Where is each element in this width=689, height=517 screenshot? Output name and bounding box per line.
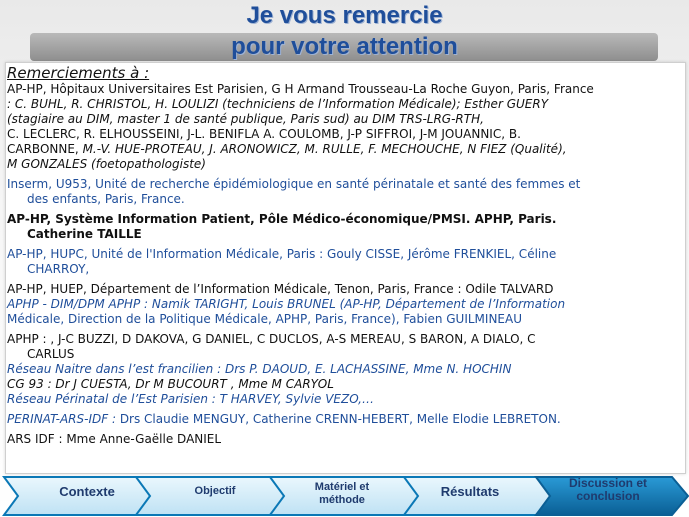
nav-materiel-line2: méthode (319, 494, 365, 506)
ack-hupc: AP-HP, HUPC, Unité de l'Information Médicale, Paris : Gouly CISSE, Jérôme FRENKIEL, Céline (7, 247, 557, 261)
ack-line: : C. BUHL, R. CHRISTOL, H. LOULIZI (techniciens de l’Information Médicale); Esther GUERY (7, 97, 549, 111)
ack-line: (stagiaire au DIM, master 1 de santé publique, Paris sud) au DIM TRS-LRG-RTH, (7, 112, 484, 126)
section-nav (0, 475, 689, 517)
ack-dim: APHP - DIM/DPM APHP : Namik TARIGHT, Louis BRUNEL (AP-HP, Département de l’Information (7, 297, 566, 311)
nav-objectif[interactable]: Objectif (194, 485, 236, 497)
ack-line: M GONZALES (foetopathologiste) (7, 157, 206, 171)
ack-line (7, 142, 683, 157)
title-line-1: Je vous remercie (246, 2, 443, 29)
nav-discussion-line2: conclusion (576, 489, 640, 503)
ack-cg93: CG 93 : Dr J CUESTA, Dr M BUCOURT , Mme M CARYOL (7, 377, 334, 391)
ack-naitre: Réseau Naitre dans l’est francilien : Drs P. DAOUD, E. LACHASSINE, Mme N. HOCHIN (7, 362, 512, 376)
nav-discussion-line1: Discussion et (568, 476, 648, 490)
ack-ars: ARS IDF : Mme Anne-Gaëlle DANIEL (7, 432, 222, 446)
ack-huep: AP-HP, HUEP, Département de l’Information Médicale, Tenon, Paris, France : Odile TALVARD (7, 282, 554, 296)
ack-inserm-cont: des enfants, Paris, France. (27, 192, 185, 206)
ack-line: AP-HP, Hôpitaux Universitaires Est Parisien, G H Armand Trousseau-La Roche Guyon, Paris, France (7, 82, 594, 96)
ack-perinatal: Réseau Périnatal de l’Est Parisien : T HARVEY, Sylvie VEZO,… (7, 392, 374, 406)
nav-resultats[interactable]: Résultats (440, 484, 500, 499)
ack-perinat-ars-names: Drs Claudie MENGUY, Catherine CRENN-HEBERT, Melle Elodie LEBRETON. (119, 412, 561, 426)
ack-aphp-sip-cont: Catherine TAILLE (27, 227, 142, 241)
ack-line: C. LECLERC, R. ELHOUSSEINI, J-L. BENIFLA A. COULOMB, J-P SIFFROI, J-M JOUANNIC, B. (7, 127, 521, 141)
ack-line-part: M.-V. HUE-PROTEAU, J. ARONOWICZ, M. RULLE, F. MECHOUCHE, N FIEZ (Qualité), (82, 142, 567, 156)
nav-discussion[interactable] (548, 477, 668, 503)
title-line-2: pour votre attention (231, 33, 458, 60)
ack-aphp-sip: AP-HP, Système Information Patient, Pôle Médico-économique/PMSI. APHP, Paris. (7, 212, 557, 226)
ack-aphp: APHP : , J-C BUZZI, D DAKOVA, G DANIEL, C DUCLOS, A-S MEREAU, S BARON, A DIALO, C (7, 332, 536, 346)
ack-perinat-ars-label: PERINAT-ARS-IDF : (7, 412, 120, 426)
ack-inserm: Inserm, U953, Unité de recherche épidémiologique en santé périnatale et santé des femmes et (7, 177, 581, 191)
ack-line-part: CARBONNE, (7, 142, 83, 156)
nav-contexte[interactable]: Contexte (59, 484, 115, 499)
ack-perinat-ars (7, 412, 683, 427)
ack-hupc-cont: CHARROY, (27, 262, 90, 276)
nav-materiel[interactable] (286, 481, 398, 507)
acknowledgements-heading: Remerciements à : (7, 64, 150, 82)
acknowledgements (7, 64, 683, 447)
nav-materiel-line1: Matériel et (314, 481, 370, 493)
ack-dim-cont: Médicale, Direction de la Politique Médicale, APHP, Paris, France), Fabien GUILMINEAU (7, 312, 522, 326)
ack-aphp-cont: CARLUS (27, 347, 75, 361)
